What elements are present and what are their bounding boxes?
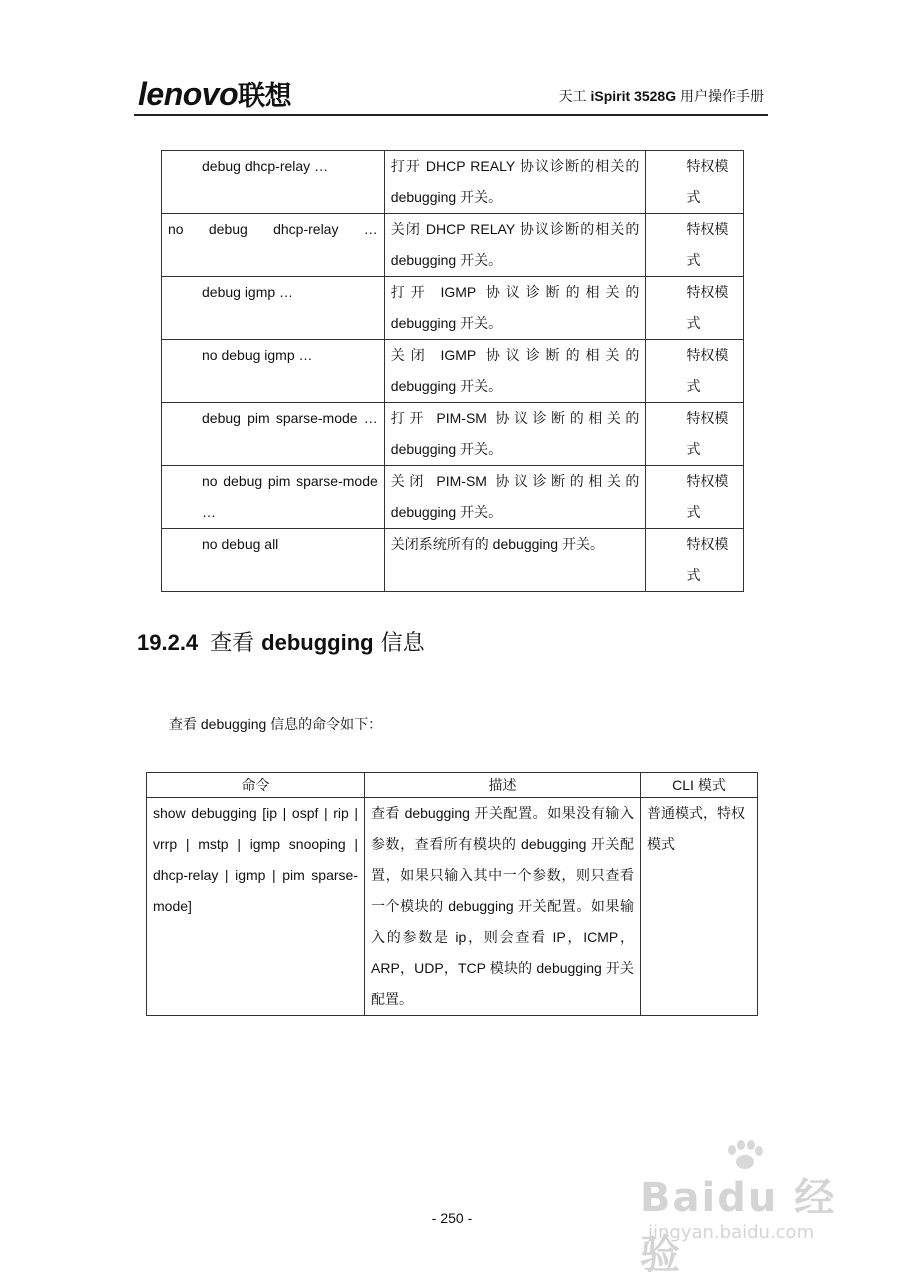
command-cell: debug dhcp-relay … xyxy=(162,151,385,214)
section-number: 19.2.4 xyxy=(137,630,199,655)
column-header-cli-mode: CLI 模式 xyxy=(641,773,758,798)
command-cell: no debug dhcp-relay … xyxy=(162,214,385,277)
table-row xyxy=(162,466,744,529)
command-cell: debug igmp … xyxy=(162,277,385,340)
section-heading xyxy=(137,626,425,657)
description-cell: 关闭 PIM-SM 协议诊断的相关的 debugging 开关。 xyxy=(384,466,646,529)
description-cell: 打开 DHCP REALY 协议诊断的相关的 debugging 开关。 xyxy=(384,151,646,214)
table-row xyxy=(162,340,744,403)
table-header-row xyxy=(147,773,758,798)
mode-text: 特权模式 xyxy=(686,473,729,520)
table-row xyxy=(162,403,744,466)
column-header-command: 命令 xyxy=(147,773,365,798)
mode-text: 特权模式 xyxy=(686,410,729,457)
mode-text: 特权模式 xyxy=(686,347,729,394)
command-cell: no debug pim sparse-mode … xyxy=(162,466,385,529)
table-row xyxy=(162,214,744,277)
doc-title-prefix: 天工 xyxy=(558,88,591,104)
mode-cell xyxy=(646,151,744,214)
mode-text: 特权模式 xyxy=(686,158,729,205)
column-header-description: 描述 xyxy=(365,773,641,798)
doc-title-suffix: 用户操作手册 xyxy=(676,88,764,104)
table-row xyxy=(162,277,744,340)
intro-paragraph: 查看 debugging 信息的命令如下： xyxy=(169,716,383,732)
table-row xyxy=(147,798,758,1016)
show-debugging-table xyxy=(146,772,758,1016)
document-title xyxy=(559,86,764,106)
lenovo-logo xyxy=(138,74,291,113)
mode-cell xyxy=(646,466,744,529)
mode-cell xyxy=(646,214,744,277)
table-row xyxy=(162,151,744,214)
command-cell: no debug all xyxy=(162,529,385,592)
debug-command-table xyxy=(161,150,744,592)
command-cell: no debug igmp … xyxy=(162,340,385,403)
mode-cell xyxy=(646,277,744,340)
mode-text: 特权模式 xyxy=(686,536,729,583)
mode-cell xyxy=(646,340,744,403)
logo-cn: 联想 xyxy=(238,81,292,112)
description-cell: 关闭系统所有的 debugging 开关。 xyxy=(384,529,646,592)
doc-title-product: iSpirit 3528G xyxy=(590,88,677,104)
description-cell: 关闭 DHCP RELAY 协议诊断的相关的 debugging 开关。 xyxy=(384,214,646,277)
mode-text: 特权模式 xyxy=(686,221,729,268)
mode-text: 特权模式 xyxy=(686,284,729,331)
description-cell: 关闭 IGMP 协议诊断的相关的 debugging 开关。 xyxy=(384,340,646,403)
section-title-keyword: debugging xyxy=(261,630,374,655)
description-cell: 查看 debugging 开关配置。如果没有输入参数，查看所有模块的 debugging 开关配置，如果只输入其中一个参数，则只查看一个模块的 debugging 开关配置。如果输入的参数是 ip，则会查看 IP，ICMP，ARP，UDP，TCP 模块的 debugging 开关配置。 xyxy=(365,798,641,1016)
watermark-url: jingyan.baidu.com xyxy=(648,1222,815,1243)
mode-cell xyxy=(646,403,744,466)
table-row xyxy=(162,529,744,592)
section-title-prefix: 查看 xyxy=(210,631,262,656)
section-title-suffix: 信息 xyxy=(373,631,425,656)
page-number: - 250 - xyxy=(431,1210,473,1226)
description-cell: 打开 PIM-SM 协议诊断的相关的 debugging 开关。 xyxy=(384,403,646,466)
mode-cell xyxy=(646,529,744,592)
mode-cell: 普通模式，特权模式 xyxy=(641,798,758,1016)
description-cell: 打开 IGMP 协议诊断的相关的 debugging 开关。 xyxy=(384,277,646,340)
command-cell: debug pim sparse-mode … xyxy=(162,403,385,466)
logo-latin: lenovo xyxy=(138,76,239,112)
command-cell: show debugging [ip | ospf | rip | vrrp | mstp | igmp snooping | dhcp-relay | igmp | pim sparse-mode] xyxy=(147,798,365,1016)
watermark-brand: Baidu 经验 xyxy=(640,1175,837,1278)
page-header xyxy=(134,70,768,116)
baidu-jingyan-watermark xyxy=(640,1140,870,1278)
